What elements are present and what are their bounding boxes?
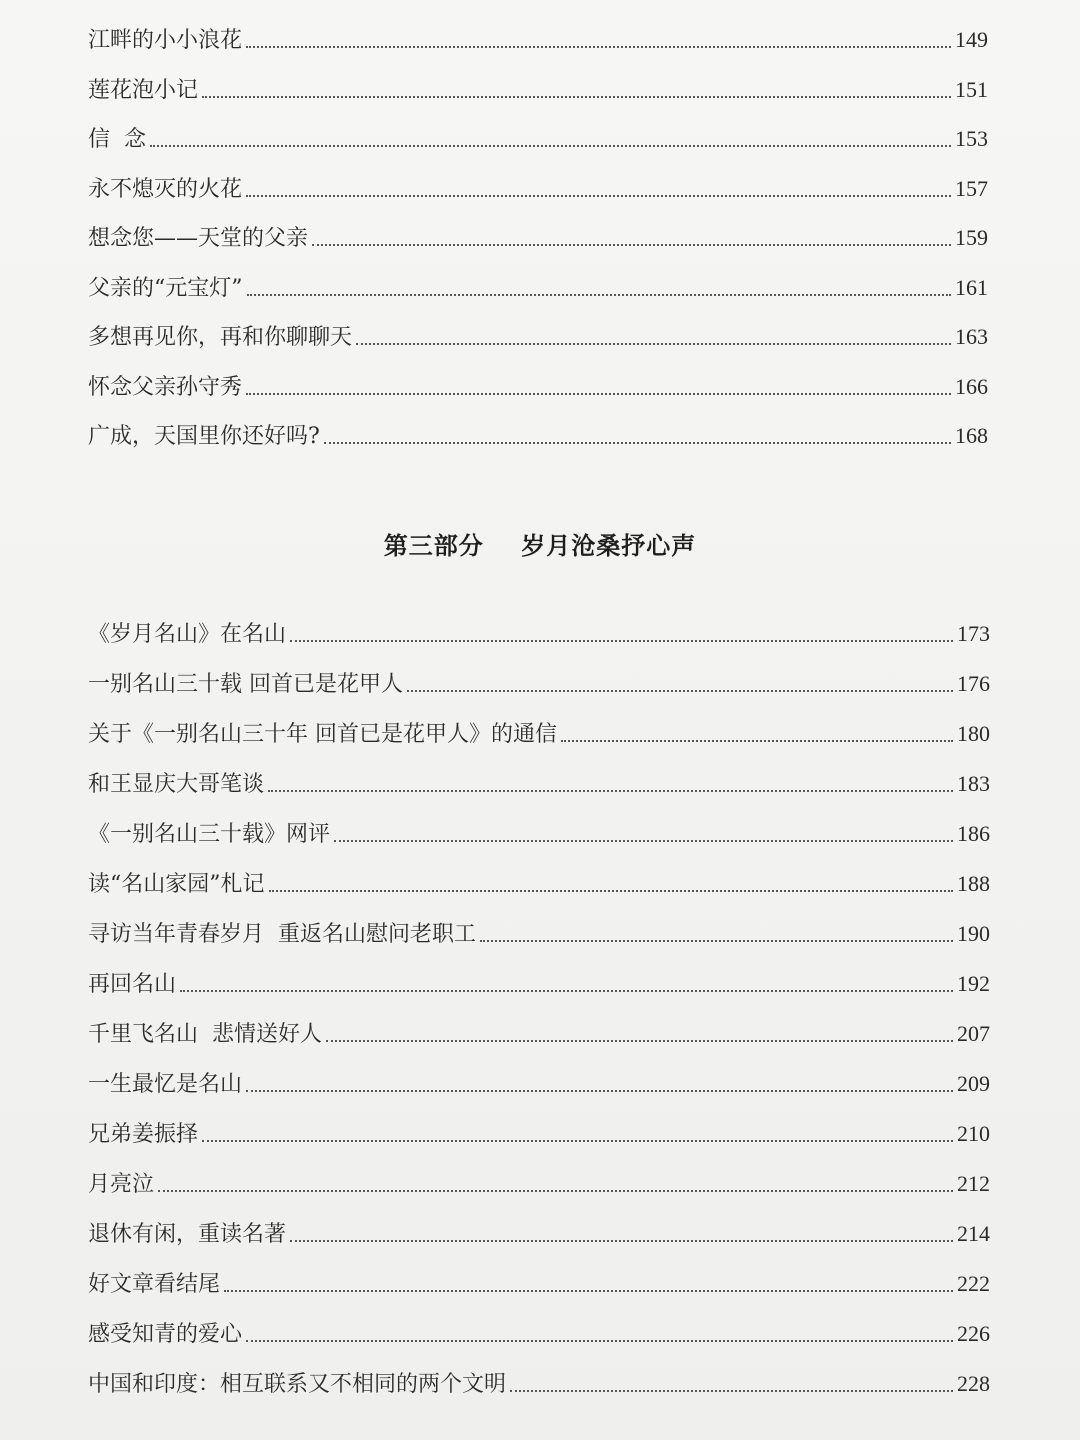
toc-entry-page: 210 [957,1121,990,1146]
toc-entry-page: 159 [955,225,988,250]
dot-leader [246,1340,953,1342]
toc-entry-title: 父亲的“元宝灯” [88,275,243,301]
dot-leader [480,940,953,942]
toc-entry[interactable] [88,224,988,252]
toc-entry-page: 190 [957,921,990,946]
toc-entry-page: 209 [957,1071,990,1096]
toc-entry-title: 《岁月名山》在名山 [88,622,287,647]
toc-entry[interactable] [88,1070,990,1098]
toc-entry[interactable] [88,274,988,302]
toc-entry[interactable] [88,1220,990,1248]
toc-entry[interactable] [88,720,990,748]
toc-entry-page: 222 [957,1271,990,1296]
toc-entry-title: 中国和印度：相互联系又不相同的两个文明 [88,1372,507,1397]
toc-entry[interactable] [88,770,990,798]
dot-leader [510,1390,953,1392]
toc-entry[interactable] [88,26,988,54]
dot-leader [326,1040,953,1042]
toc-entry[interactable] [88,125,988,153]
toc-entry-title: 多想再见你，再和你聊聊天 [88,325,353,350]
toc-entry-page: 153 [955,126,988,151]
toc-entry[interactable] [88,1120,990,1148]
toc-entry-title: 读“名山家园”札记 [88,872,265,897]
dot-leader [202,96,951,98]
toc-entry-page: 157 [955,175,988,201]
toc-entry[interactable] [88,1020,990,1048]
toc-entry-page: 226 [957,1321,990,1346]
dot-leader [269,890,954,892]
toc-entry-page: 161 [955,274,988,300]
toc-entry-page: 166 [955,373,988,399]
toc-entry-title: 永不熄灭的火花 [88,176,243,202]
toc-entry-page: 176 [957,671,990,696]
toc-entry[interactable] [88,620,990,648]
toc-entry-title: 再回名山 [88,972,177,997]
dot-leader [324,442,951,444]
dot-leader [312,244,951,246]
toc-entry-title: 一别名山三十载 回首已是花甲人 [88,672,403,697]
dot-leader [246,195,951,197]
toc-entry-title: 兄弟姜振择 [88,1122,199,1147]
toc-entry[interactable] [88,373,988,401]
toc-entry-page: 180 [957,721,990,746]
toc-entry-page: 188 [957,871,990,896]
dot-leader [268,790,953,792]
toc-entry-title: 一生最忆是名山 [88,1072,243,1097]
toc-entry-page: 168 [955,423,988,448]
toc-entry-page: 163 [955,324,988,349]
toc-entry[interactable] [88,1170,990,1198]
dot-leader [158,1190,953,1192]
toc-entry[interactable] [88,323,988,351]
toc-entry-title: 月亮泣 [88,1172,155,1197]
toc-entry[interactable] [88,76,988,104]
dot-leader [561,740,953,742]
dot-leader [180,990,953,992]
toc-entry[interactable] [88,820,990,848]
toc-entry-page: 151 [955,76,988,102]
toc-entry-title: 莲花泡小记 [88,77,199,103]
toc-part3 [88,620,990,1420]
dot-leader [150,145,951,147]
toc-entry[interactable] [88,920,990,948]
dot-leader [290,1240,953,1242]
toc-entry-title: 广成，天国里你还好吗? [88,424,320,449]
toc-entry[interactable] [88,870,990,898]
dot-leader [246,393,951,395]
toc-entry-title: 寻访当年青春岁月 重返名山慰问老职工 [88,922,476,947]
toc-entry-title: 江畔的小小浪花 [88,28,243,53]
toc-entry-title: 和王显庆大哥笔谈 [88,772,265,797]
toc-entry[interactable] [88,1370,990,1398]
toc-entry-page: 149 [955,27,988,52]
toc-entry-title: 信 念 [88,127,146,152]
part3-heading: 第三部分 岁月沧桑抒心声 [383,532,697,560]
toc-entry[interactable] [88,175,988,203]
toc-entry[interactable] [88,970,990,998]
toc-entry[interactable] [88,1320,990,1348]
dot-leader [246,46,951,48]
toc-entry[interactable] [88,422,988,450]
dot-leader [356,343,951,345]
dot-leader [334,840,953,842]
toc-entry-title: 好文章看结尾 [88,1272,221,1297]
toc-entry-page: 212 [957,1171,990,1196]
dot-leader [224,1290,953,1292]
dot-leader [246,1090,953,1092]
toc-entry[interactable] [88,670,990,698]
toc-entry-title: 感受知青的爱心 [88,1322,243,1347]
dot-leader [290,640,953,642]
toc-entry-page: 214 [957,1221,990,1246]
dot-leader [202,1140,953,1142]
toc-entry-title: 怀念父亲孙守秀 [88,374,243,400]
toc-entry-page: 207 [957,1021,990,1046]
toc-entry[interactable] [88,1270,990,1298]
dot-leader [247,294,952,296]
toc-entry-title: 退休有闲，重读名著 [88,1222,287,1247]
toc-entry-page: 173 [957,621,990,646]
toc-part2-tail [88,26,988,472]
toc-entry-page: 186 [957,821,990,846]
toc-entry-title: 《一别名山三十载》网评 [88,822,331,847]
dot-leader [407,690,953,692]
toc-entry-title: 想念您——天堂的父亲 [88,226,309,251]
toc-entry-title: 关于《一别名山三十年 回首已是花甲人》的通信 [88,722,557,747]
toc-entry-page: 228 [957,1371,990,1396]
toc-entry-page: 183 [957,771,990,796]
toc-entry-title: 千里飞名山 悲情送好人 [88,1022,322,1047]
toc-entry-page: 192 [957,971,990,996]
